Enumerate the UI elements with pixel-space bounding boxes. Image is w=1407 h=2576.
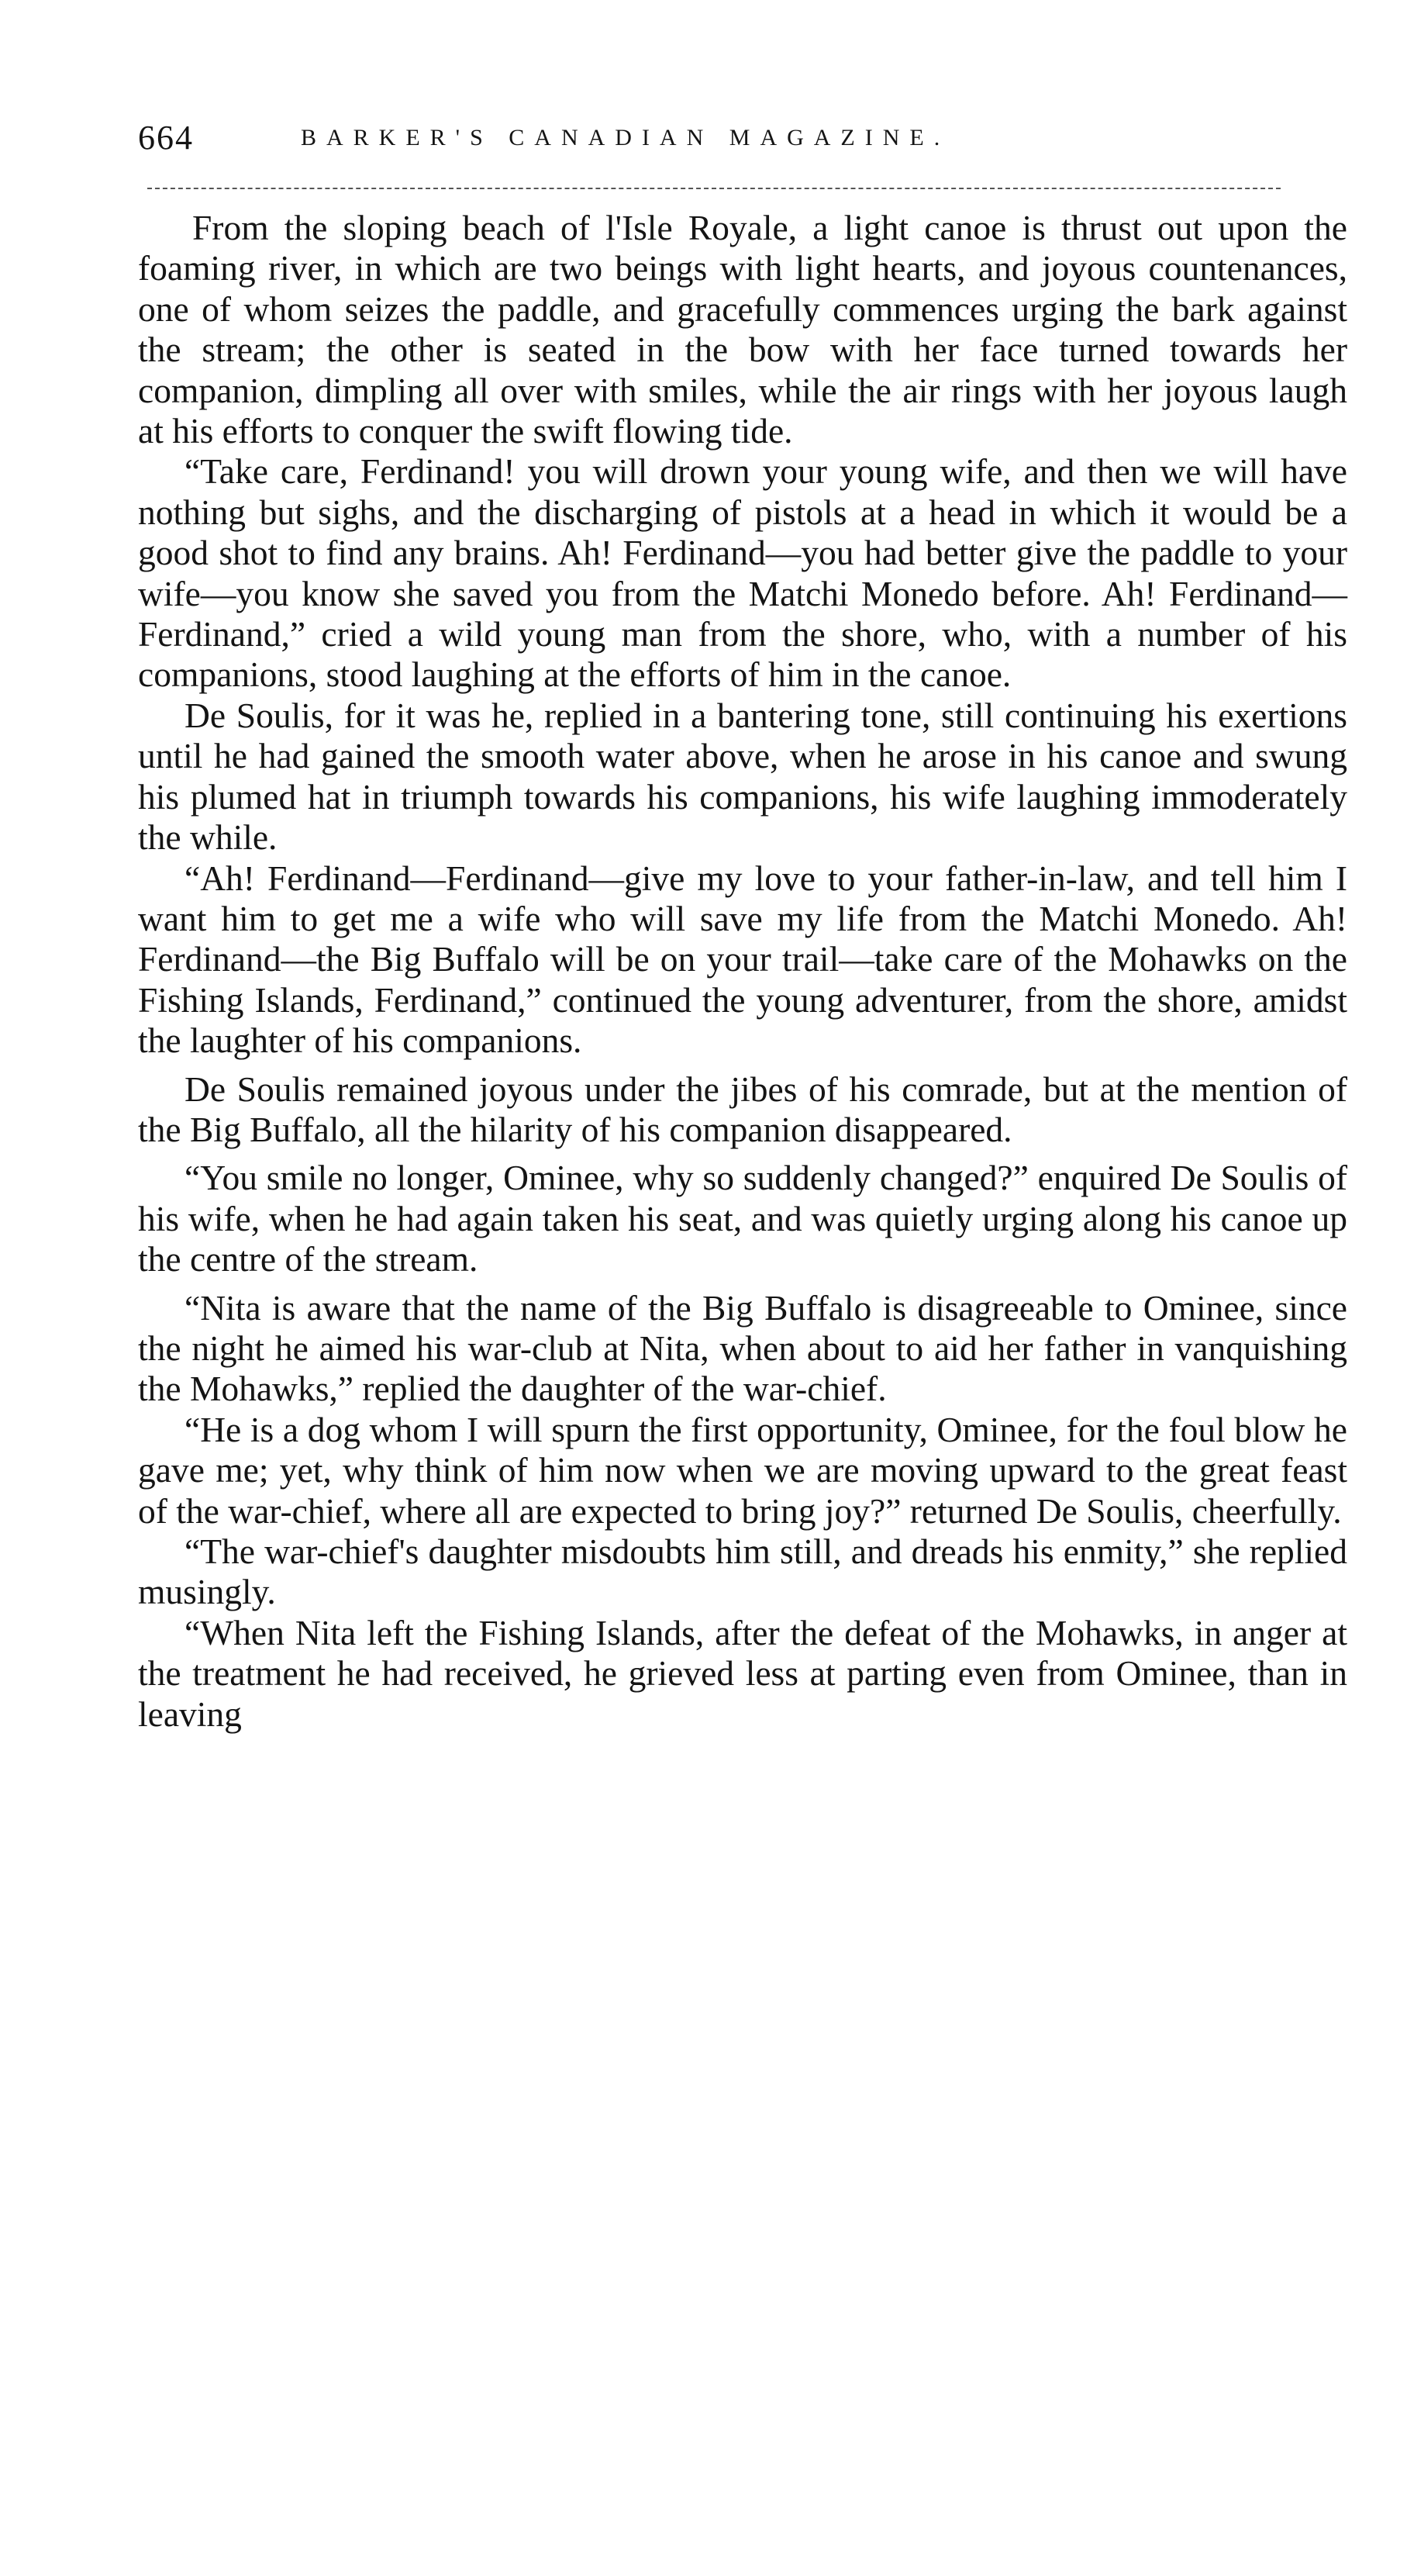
running-title: BARKER'S CANADIAN MAGAZINE. [301, 125, 950, 150]
paragraph: “He is a dog whom I will spurn the first opportunity, Ominee, for the foul blow he gave me; yet, why think of him now when we are moving upward to the great feast of the war-chief, where all are expected to bring joy?” returned De Soulis, cheerfully. [138, 1409, 1347, 1531]
page-header [138, 115, 1347, 161]
body-text [138, 208, 1347, 1735]
paragraph: De Soulis remained joyous under the jibes of his comrade, but at the mention of the Big Buffalo, all the hilarity of his companion disappeared. [138, 1069, 1347, 1149]
paragraph: De Soulis, for it was he, replied in a bantering tone, still continuing his exertions until he had gained the smooth water above, when he arose in his canoe and swung his plumed hat in triumph towards his companions, his wife laughing immoderately the while. [138, 695, 1347, 858]
paragraph: “When Nita left the Fishing Islands, after the defeat of the Mohawks, in anger at the treatment he had received, he grieved less at parting even from Ominee, than in leaving [138, 1612, 1347, 1734]
header-rule [147, 188, 1281, 189]
page-number: 664 [138, 119, 194, 157]
paragraph: “Take care, Ferdinand! you will drown your young wife, and then we will have nothing but sighs, and the discharging of pistols at a head in which it would be a good shot to find any brains. Ah! Ferdinand—you had better give the paddle to your wife—you know she saved you from the Matchi Monedo before. Ah! Ferdinand—Ferdinand,” cried a wild young man from the shore, who, with a number of his companions, stood laughing at the efforts of him in the canoe. [138, 451, 1347, 695]
paragraph: “The war-chief's daughter misdoubts him still, and dreads his enmity,” she replied musingly. [138, 1531, 1347, 1612]
paragraph: “You smile no longer, Ominee, why so suddenly changed?” enquired De Soulis of his wife, when he had again taken his seat, and was quietly urging along his canoe up the centre of the stream. [138, 1158, 1347, 1279]
paragraph: “Ah! Ferdinand—Ferdinand—give my love to your father-in-law, and tell him I want him to get me a wife who will save my life from the Matchi Monedo. Ah! Ferdinand—the Big Buffalo will be on your trail—take care of the Mohawks on the Fishing Islands, Ferdinand,” continued the young adventurer, from the shore, amidst the laughter of his companions. [138, 858, 1347, 1061]
paragraph: “Nita is aware that the name of the Big Buffalo is disagreeable to Ominee, since the night he aimed his war-club at Nita, when about to aid her father in vanquishing the Mohawks,” replied the daughter of the war-chief. [138, 1287, 1347, 1409]
paragraph: From the sloping beach of l'Isle Royale, a light canoe is thrust out upon the foaming river, in which are two beings with light hearts, and joyous countenances, one of whom seizes the paddle, and gracefully commences urging the bark against the stream; the other is seated in the bow with her face turned towards her companion, dimpling all over with smiles, while the air rings with her joyous laugh at his efforts to conquer the swift flowing tide. [138, 208, 1347, 451]
